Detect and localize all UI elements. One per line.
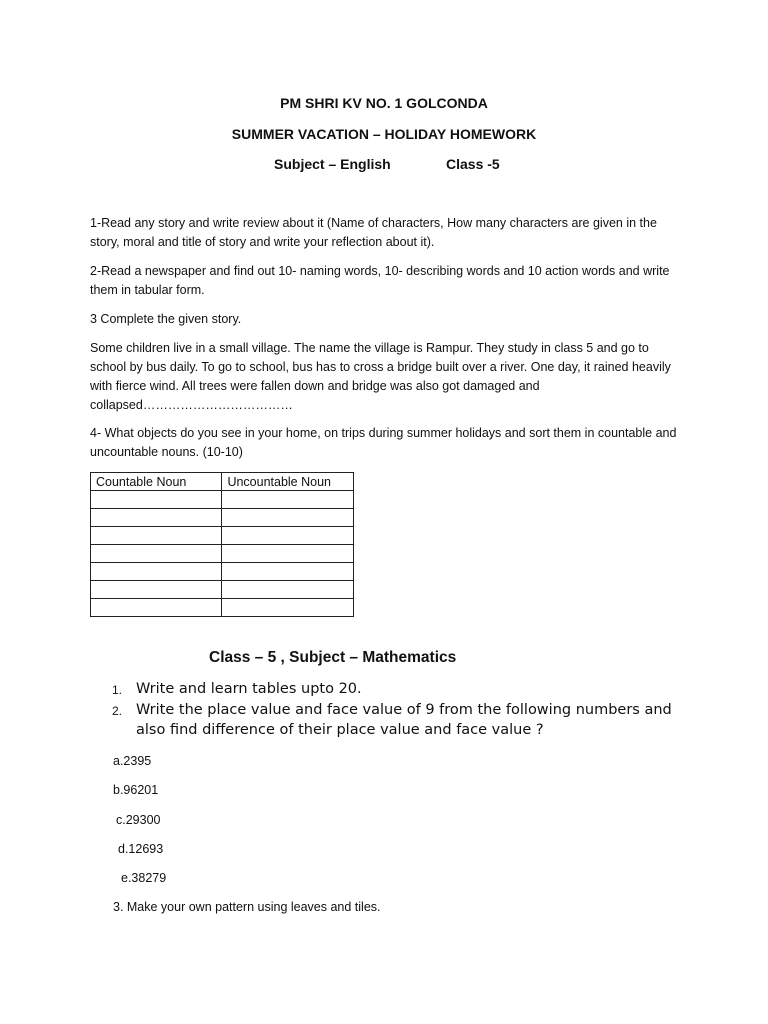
- countable-noun-cell: [91, 563, 222, 581]
- english-question-4: 4- What objects do you see in your home, on trips during summer holidays and sort them in countable and uncountable nouns. (10-10): [90, 426, 677, 459]
- uncountable-noun-cell: [222, 491, 354, 509]
- table-row: [91, 491, 354, 509]
- option-e: e.38279: [121, 871, 167, 885]
- math-question-2-text: Write the place value and face value of 9 from the following numbers and also find difference of their place value and face value ?: [136, 701, 672, 738]
- option-a: a.2395: [113, 754, 152, 768]
- uncountable-noun-cell: [222, 581, 354, 599]
- english-question-3: 3 Complete the given story.: [90, 312, 242, 326]
- uncountable-noun-cell: [222, 509, 354, 527]
- math-question-2-number: 2.: [112, 703, 123, 718]
- table-row: [91, 599, 354, 617]
- english-question-2: 2-Read a newspaper and find out 10- naming words, 10- describing words and 10 action words and write them in tabular form.: [90, 264, 670, 297]
- table-row: [91, 509, 354, 527]
- math-question-3: 3. Make your own pattern using leaves and tiles.: [113, 900, 381, 914]
- english-question-1: 1-Read any story and write review about it (Name of characters, How many characters are given in the story, moral and title of story and write your reflection about it).: [90, 216, 657, 249]
- homework-title: SUMMER VACATION – HOLIDAY HOMEWORK: [231, 126, 537, 142]
- table-row: [91, 563, 354, 581]
- countable-noun-header: Countable Noun: [91, 473, 222, 491]
- uncountable-noun-cell: [222, 545, 354, 563]
- subject-label: Subject – English: [274, 156, 391, 172]
- math-section-title: Class – 5 , Subject – Mathematics: [209, 649, 457, 666]
- school-name: PM SHRI KV NO. 1 GOLCONDA: [280, 95, 488, 111]
- countable-noun-cell: [91, 599, 222, 617]
- class-label: Class -5: [446, 156, 500, 172]
- math-question-1: [112, 679, 672, 700]
- countable-noun-cell: [91, 527, 222, 545]
- nouns-table: [90, 472, 354, 617]
- countable-noun-cell: [91, 581, 222, 599]
- table-row: [91, 581, 354, 599]
- math-question-1-text: Write and learn tables upto 20.: [136, 681, 362, 697]
- table-row: [91, 545, 354, 563]
- table-header-row: [91, 473, 354, 491]
- countable-noun-cell: [91, 491, 222, 509]
- countable-noun-cell: [91, 545, 222, 563]
- uncountable-noun-cell: [222, 563, 354, 581]
- table-row: [91, 527, 354, 545]
- uncountable-noun-cell: [222, 527, 354, 545]
- option-c: c.29300: [116, 813, 161, 827]
- option-d: d.12693: [118, 842, 164, 856]
- story-paragraph: Some children live in a small village. The name the village is Rampur. They study in class 5 and go to school by bus daily. To go to school, bus has to cross a bridge built over a river. One day, it rained heavily with fierce wind. All trees were fallen down and bridge was also got damaged and collapsed………………………………: [90, 341, 671, 412]
- uncountable-noun-header: Uncountable Noun: [222, 473, 354, 491]
- math-question-list: [112, 679, 672, 741]
- math-question-1-number: 1.: [112, 683, 123, 697]
- math-question-2: [112, 700, 672, 741]
- countable-noun-cell: [91, 509, 222, 527]
- option-b: b.96201: [113, 783, 159, 797]
- uncountable-noun-cell: [222, 599, 354, 617]
